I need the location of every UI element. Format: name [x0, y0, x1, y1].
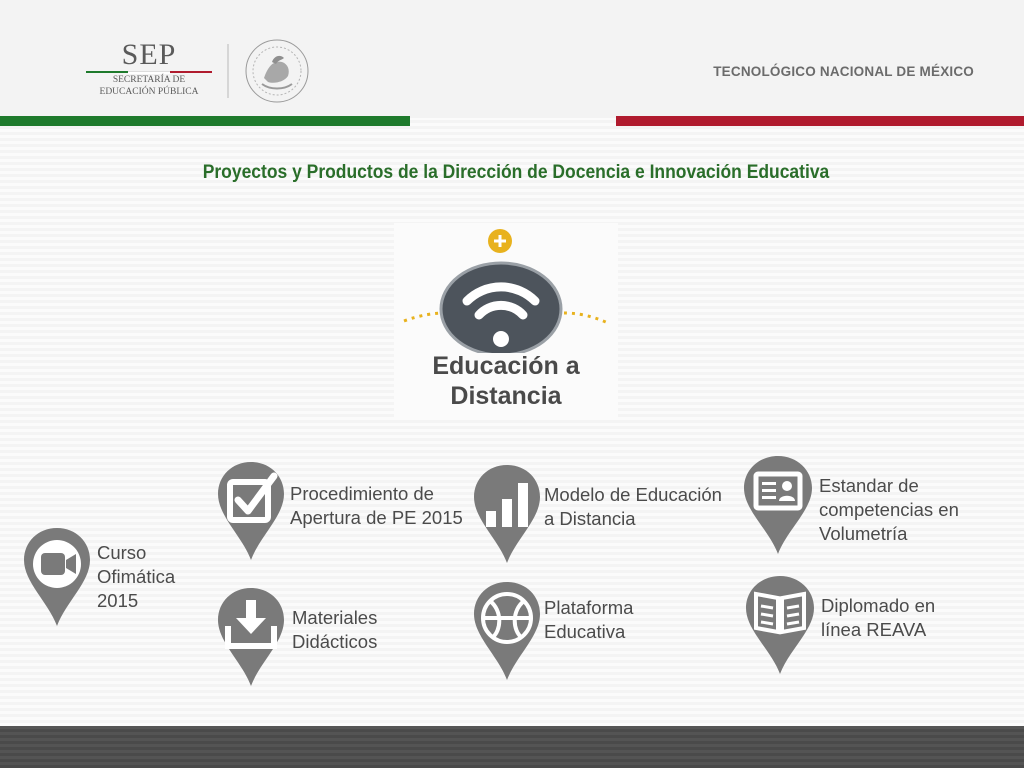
dotted-arc-right	[564, 313, 608, 323]
header-divider	[227, 44, 229, 98]
hero-distance-education[interactable]	[394, 223, 618, 417]
pin-icon	[742, 454, 814, 558]
red-band	[616, 116, 1024, 126]
page-title: Proyectos y Productos de la Dirección de Docencia e Innovación Educativa	[202, 162, 830, 183]
item-label: Curso Ofimática 2015	[97, 542, 176, 611]
item-label: Modelo de Educación a Distancia	[544, 484, 722, 529]
dotted-arc-left	[404, 313, 446, 321]
footer-band	[0, 726, 1024, 768]
organization-name: TECNOLÓGICO NACIONAL DE MÉXICO	[713, 64, 974, 79]
item-label: Estandar de competencias en Volumetría	[819, 475, 959, 544]
pin-icon	[22, 526, 92, 630]
item-label: Materiales Didácticos	[292, 607, 378, 652]
pin-icon	[744, 574, 816, 678]
item-label: Plataforma Educativa	[544, 597, 634, 642]
sep-line-green	[86, 71, 128, 73]
hero-label: Educación a Distancia	[432, 352, 580, 410]
pin-icon	[472, 580, 542, 684]
sep-subtitle: SECRETARÍA DE EDUCACIÓN PÚBLICA	[99, 75, 199, 97]
wifi-icon	[441, 263, 561, 353]
sep-line-red	[170, 71, 212, 73]
pin-icon	[472, 463, 542, 567]
sep-logo	[84, 38, 214, 102]
sep-title: SEP	[121, 38, 177, 71]
green-band	[0, 116, 410, 126]
mexico-coat-of-arms-seal-icon	[244, 38, 310, 104]
pin-icon	[216, 460, 286, 564]
plus-icon	[488, 229, 512, 253]
item-label: Diplomado en línea REAVA	[821, 595, 936, 640]
pin-icon	[216, 586, 286, 690]
header	[0, 0, 1024, 118]
item-label: Procedimiento de Apertura de PE 2015	[290, 483, 463, 528]
